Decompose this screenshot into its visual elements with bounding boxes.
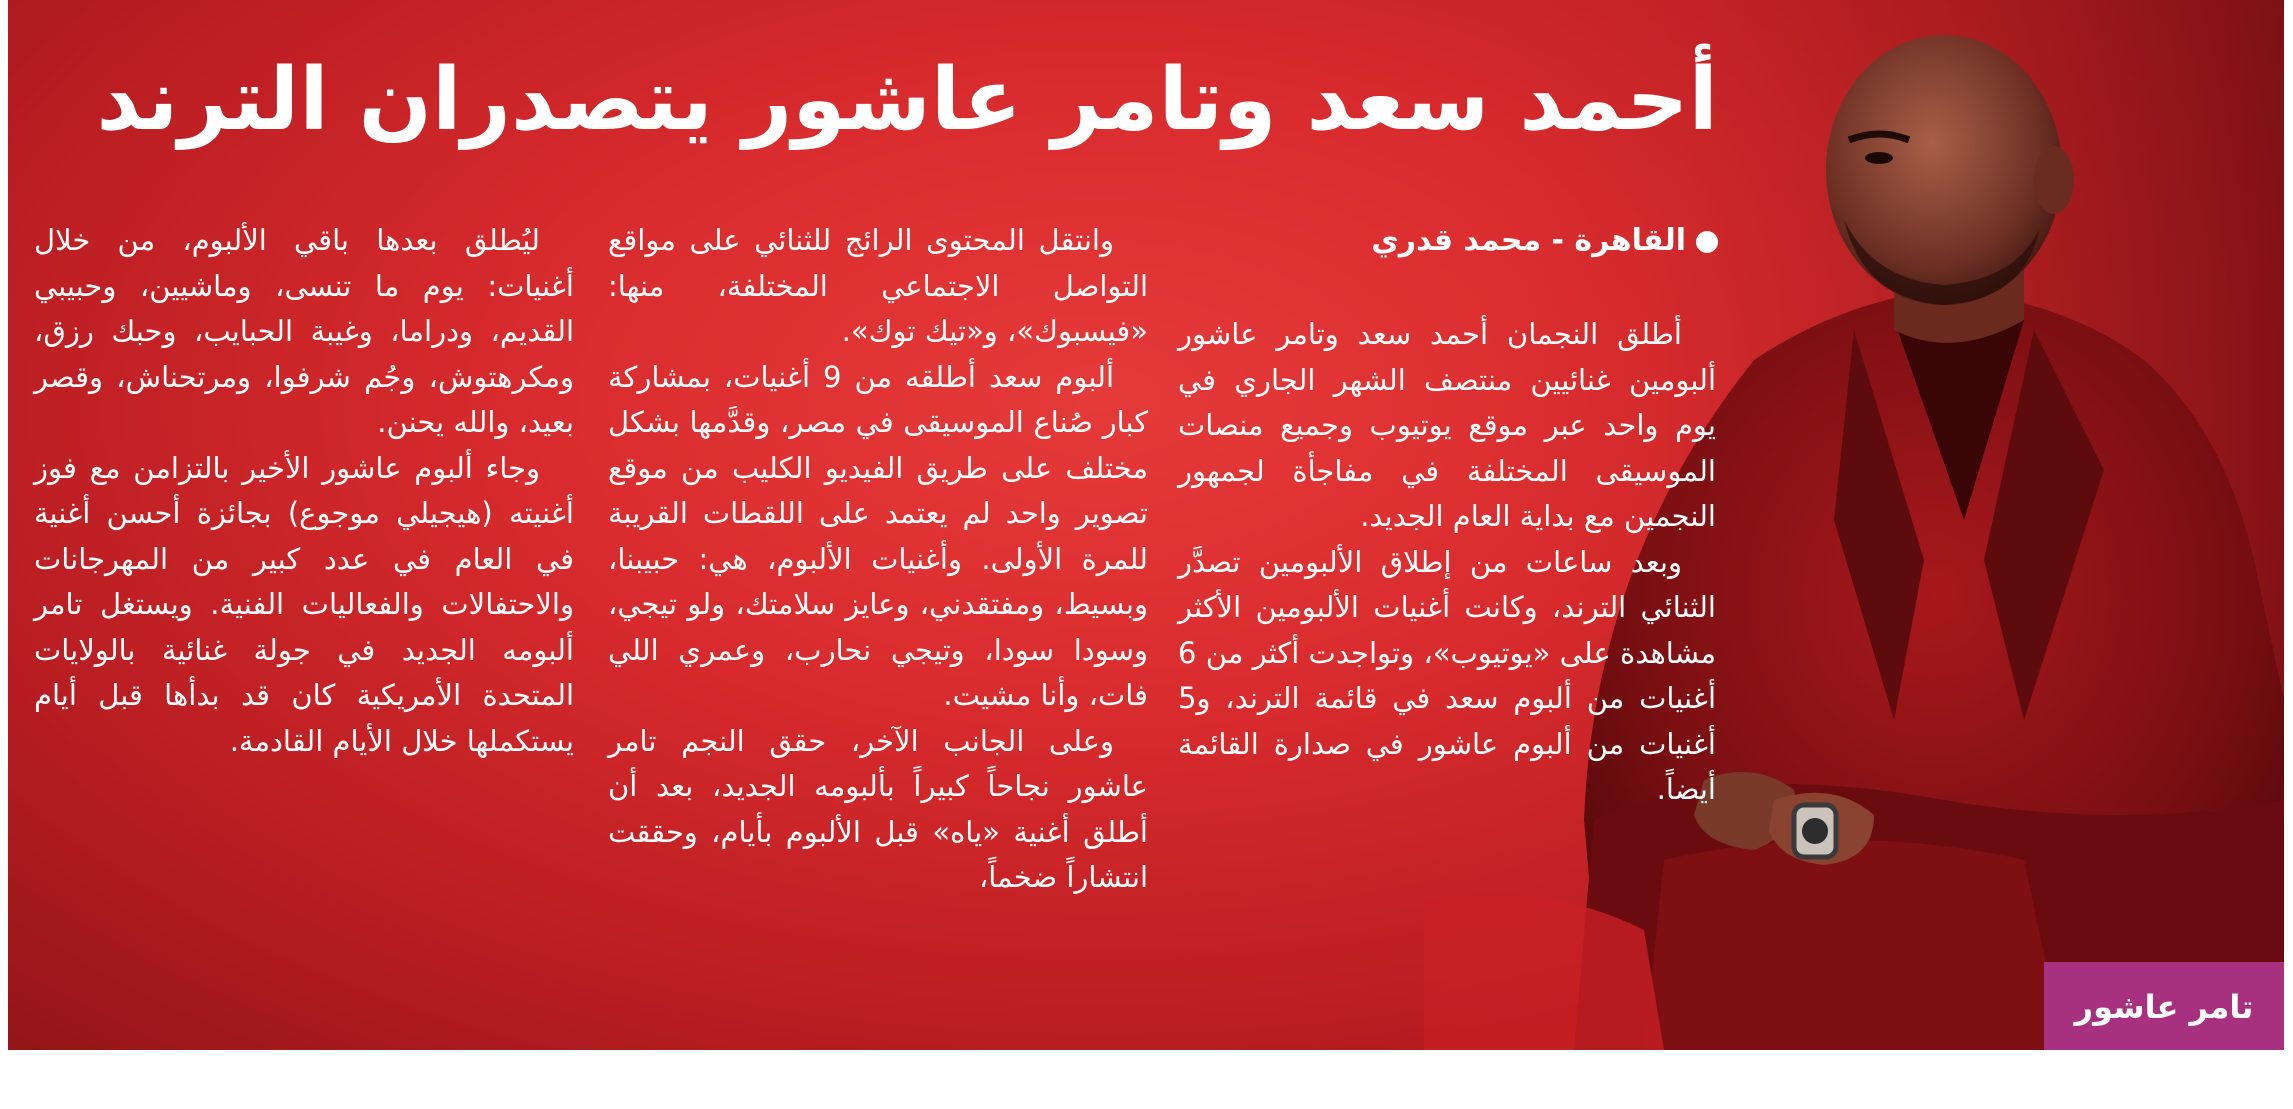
byline-text: القاهرة - محمد قدري	[1371, 223, 1686, 258]
paragraph: وانتقل المحتوى الرائج للثنائي على مواقع التواصل الاجتماعي المختلفة، منها: «فيسبوك»، و«تيك توك».	[608, 223, 1148, 348]
byline	[1348, 218, 1718, 264]
article-column-1	[1178, 312, 1716, 813]
article-column-2	[608, 218, 1148, 901]
paragraph: وجاء ألبوم عاشور الأخير بالتزامن مع فوز أغنيته (هيجيلي موجوع) بجائزة أحسن أغنية في العام في عدد كبير من المهرجانات والاحتفالات والفعاليات الفنية. ويستغل تامر ألبومه الجديد في جولة غنائية بالولايات المتحدة الأمريكية كان قد بدأها قبل أيام يستكملها خلال الأيام القادمة.	[34, 450, 574, 758]
paragraph: وعلى الجانب الآخر، حقق النجم تامر عاشور نجاحاً كبيراً بألبومه الجديد، بعد أن أطلق أغنية «ياه» قبل الألبوم بأيام، وحققت انتشاراً ضخماً،	[608, 723, 1148, 894]
paragraph: ألبوم سعد أطلقه من 9 أغنيات، بمشاركة كبار صُناع الموسيقى في مصر، وقدَّمها بشكل مختلف على طريق الفيديو الكليب من موقع تصوير واحد لم يعتمد على اللقطات القريبة للمرة الأولى. وأغنيات الألبوم، هي: حبيبنا، وبسيط، ومفتقدني، وعايز سلامتك، ولو تيجي، وسودا سودا، وتيجي نحارب، وعمري اللي فات، وأنا مشيت.	[608, 359, 1148, 712]
bullet-icon	[1696, 231, 1718, 253]
headline: أحمد سعد وتامر عاشور يتصدران الترند	[96, 50, 1718, 150]
paragraph: ليُطلق بعدها باقي الألبوم، من خلال أغنيات: يوم ما تنسى، وماشيين، وحبيبي القديم، ودراما، وغيبة الحبايب، وحبك رزق، ومكرهتوش، وجُم شرفوا، ومرتحناش، وقصر بعيد، والله يحنن.	[34, 223, 574, 439]
newspaper-page	[8, 0, 2284, 1050]
photo-caption: تامر عاشور	[2044, 962, 2284, 1050]
paragraph: وبعد ساعات من إطلاق الألبومين تصدَّر الثنائي الترند، وكانت أغنيات الألبومين الأكثر مشاهدة على «يوتيوب»، وتواجدت أكثر من 6 أغنيات من ألبوم سعد في قائمة الترند، و5 أغنيات من ألبوم عاشور في صدارة القائمة أيضاً.	[1178, 544, 1716, 806]
article-column-3	[34, 218, 574, 764]
paragraph: أطلق النجمان أحمد سعد وتامر عاشور ألبومين غنائيين منتصف الشهر الجاري في يوم واحد عبر موقع يوتيوب وجميع منصات الموسيقى المختلفة في مفاجأة لجمهور النجمين مع بداية العام الجديد.	[1178, 317, 1716, 533]
